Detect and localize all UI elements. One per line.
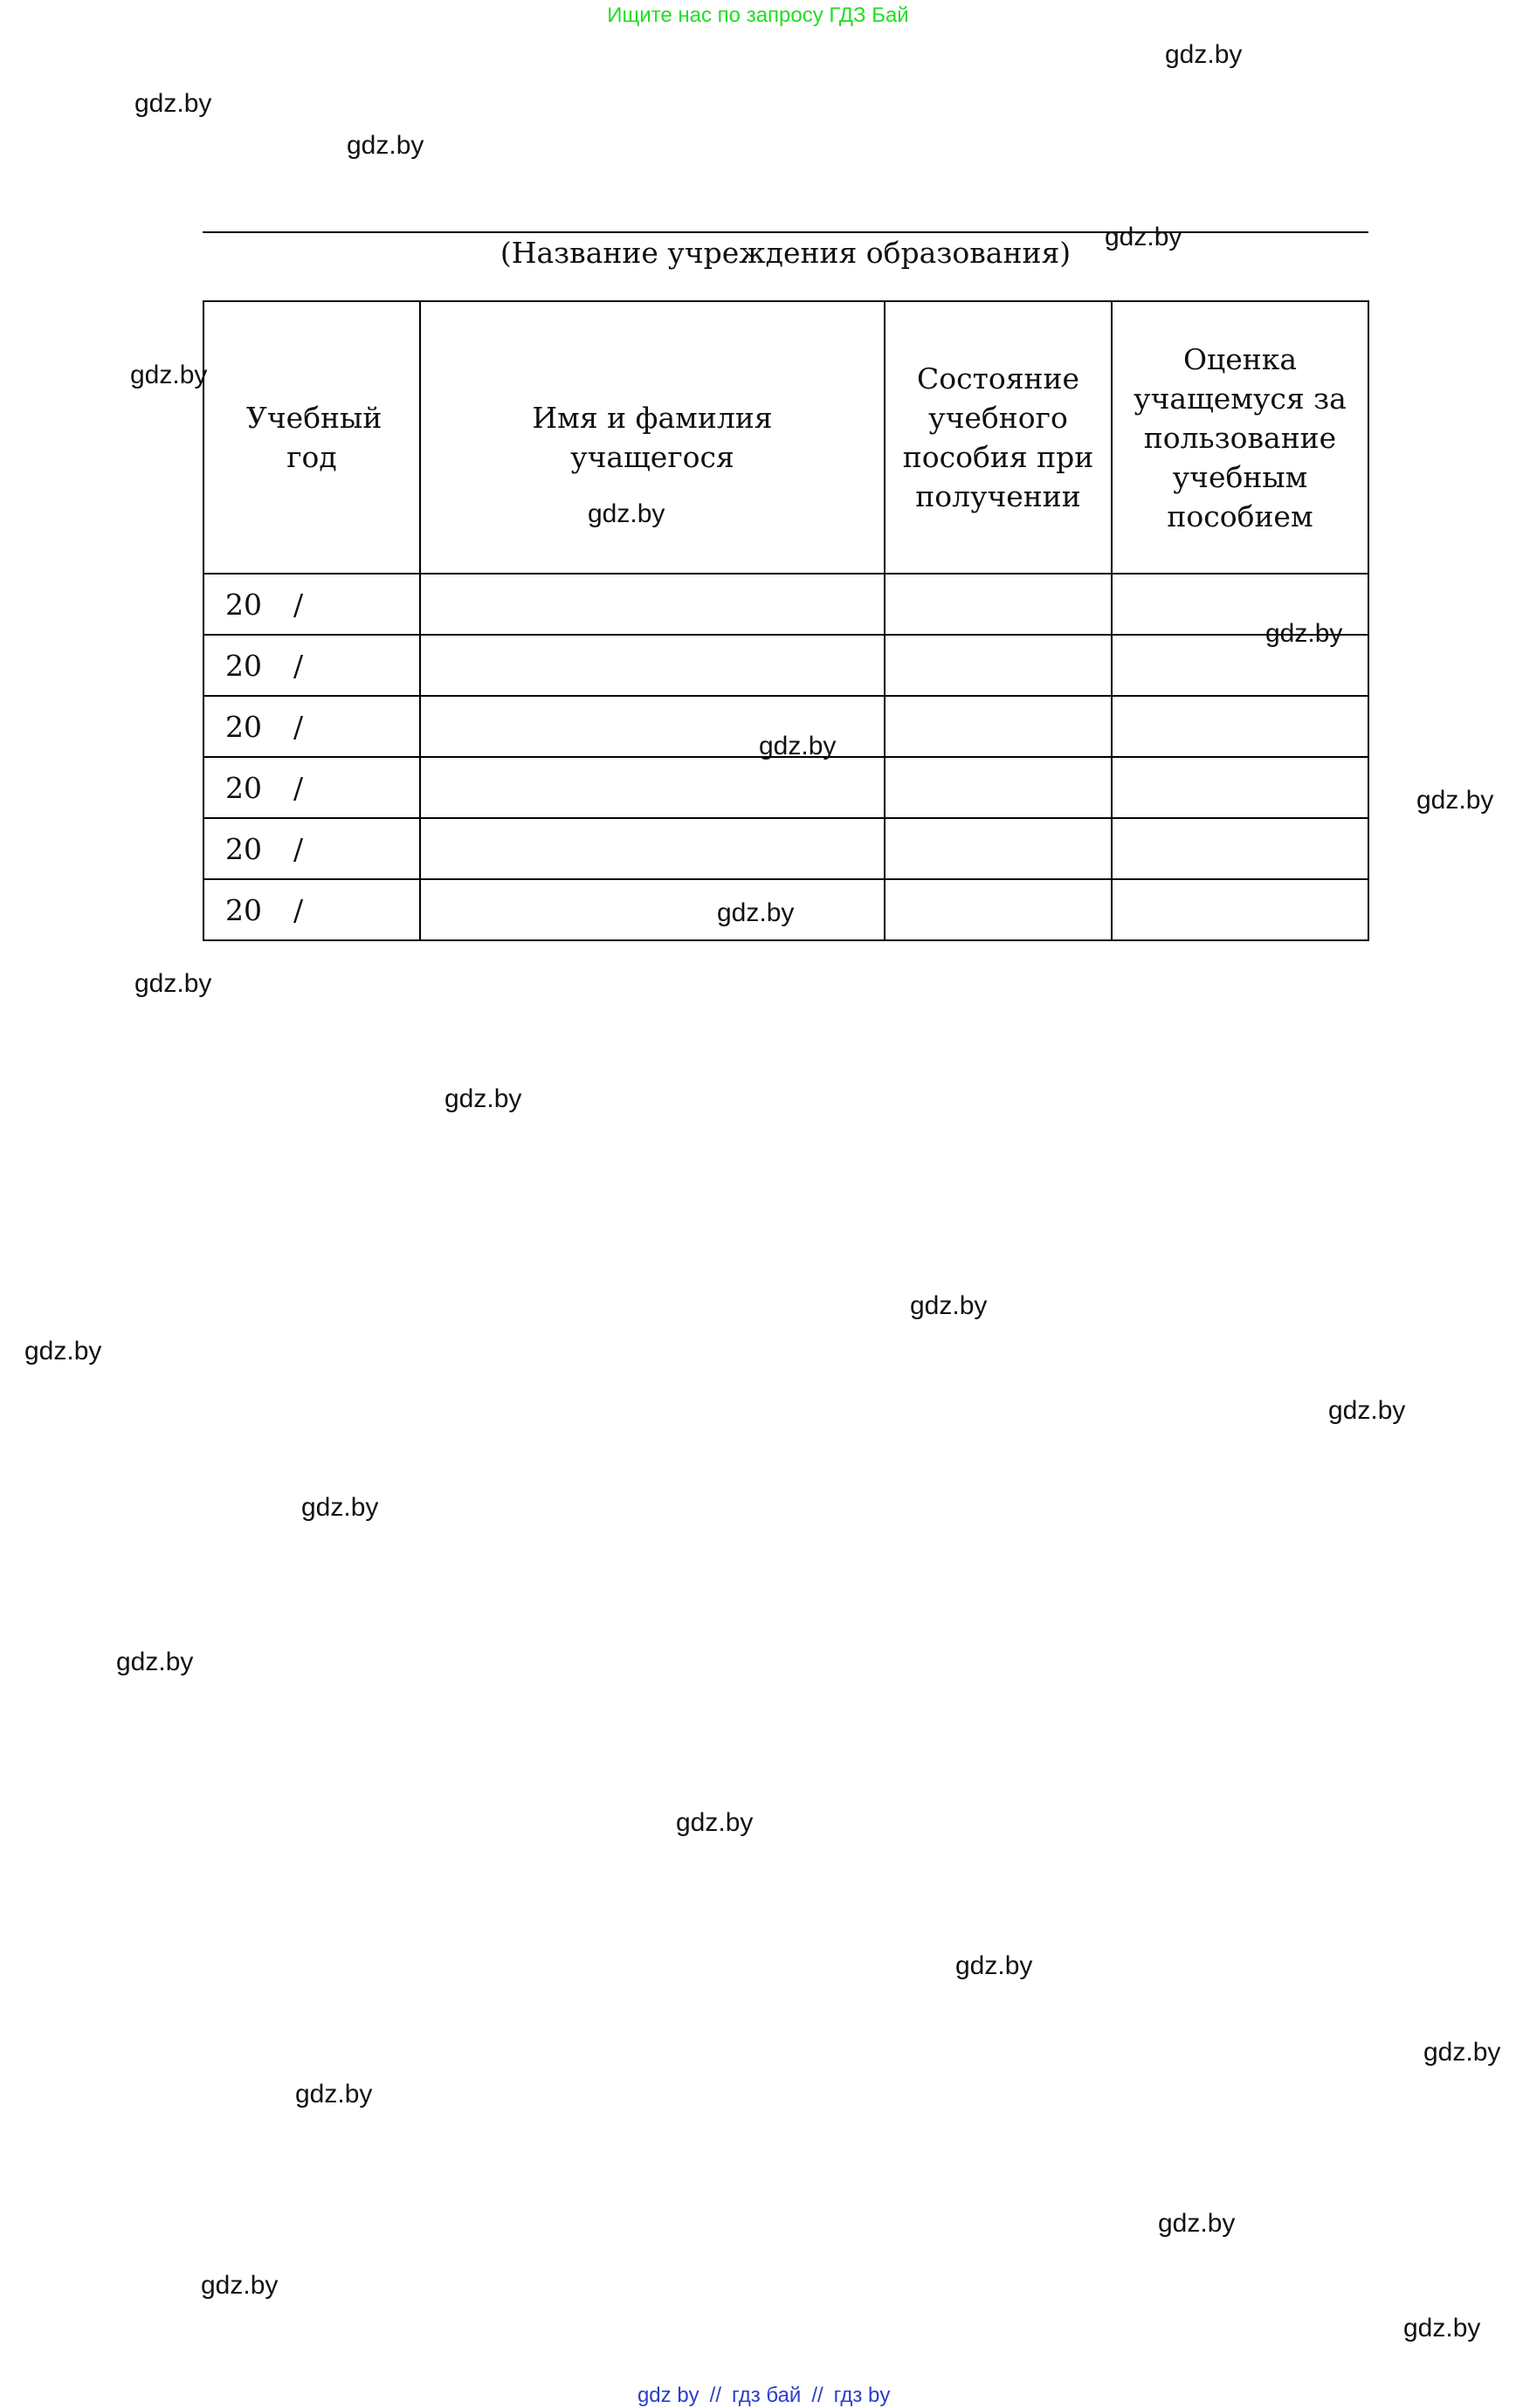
header-student-grade-text: Оценка учащемуся за пользование учебным пособием	[1134, 341, 1347, 533]
watermark-text: gdz.by	[955, 1951, 1033, 1980]
year-slash: /	[293, 709, 304, 744]
watermark-text: gdz.by	[116, 1648, 194, 1676]
header-school-year-text: Учебный год	[246, 401, 382, 474]
cell-book-condition[interactable]	[885, 757, 1112, 818]
cell-student-grade[interactable]	[1112, 696, 1368, 757]
table-row	[203, 818, 1368, 879]
watermark-text: gdz.by	[1165, 40, 1243, 69]
cell-book-condition[interactable]	[885, 574, 1112, 635]
textbook-usage-table	[203, 300, 1369, 941]
year-slash: /	[293, 587, 304, 622]
table-row	[203, 635, 1368, 696]
year-prefix: 20	[225, 770, 262, 805]
header-student-name	[420, 301, 885, 574]
cell-book-condition[interactable]	[885, 635, 1112, 696]
header-school-year	[203, 301, 420, 574]
watermark-text: gdz.by	[130, 361, 208, 389]
watermark-text: gdz.by	[347, 131, 424, 160]
cell-student-grade[interactable]	[1112, 879, 1368, 940]
year-slash: /	[293, 831, 304, 866]
watermark-text: gdz.by	[444, 1084, 522, 1113]
year-prefix: 20	[225, 709, 262, 744]
watermark-text: gdz.by	[1265, 619, 1343, 648]
watermark-text: gdz.by	[1328, 1396, 1406, 1425]
institution-name-line	[203, 231, 1368, 233]
cell-student-grade[interactable]	[1112, 818, 1368, 879]
bottom-links	[0, 2359, 1516, 2408]
watermark-text: gdz.by	[1105, 223, 1182, 251]
link-gdz-by-mixed[interactable]: гдз by	[833, 2384, 891, 2407]
watermark-text: gdz.by	[24, 1337, 102, 1366]
watermark-text: gdz.by	[201, 2271, 279, 2300]
watermark-text: gdz.by	[295, 2080, 373, 2109]
cell-school-year	[203, 879, 420, 940]
header-book-condition	[885, 301, 1112, 574]
cell-book-condition[interactable]	[885, 696, 1112, 757]
link-separator: //	[811, 2384, 823, 2407]
year-slash: /	[293, 648, 304, 683]
watermark-text: gdz.by	[134, 969, 212, 998]
watermark-text: gdz.by	[1423, 2038, 1501, 2067]
watermark-text: gdz.by	[1158, 2209, 1236, 2238]
year-prefix: 20	[225, 831, 262, 866]
top-banner: Ищите нас по запросу ГДЗ Бай	[607, 3, 909, 27]
cell-school-year	[203, 757, 420, 818]
watermark-text: gdz.by	[134, 89, 212, 118]
cell-student-name[interactable]	[420, 635, 885, 696]
table-row	[203, 757, 1368, 818]
link-separator: //	[709, 2384, 722, 2407]
watermark-text: gdz.by	[910, 1291, 988, 1320]
table-header-row	[203, 301, 1368, 574]
cell-book-condition[interactable]	[885, 879, 1112, 940]
cell-school-year	[203, 818, 420, 879]
header-student-grade	[1112, 301, 1368, 574]
cell-school-year	[203, 696, 420, 757]
watermark-text: gdz.by	[1416, 786, 1494, 815]
watermark-text: gdz.by	[588, 499, 665, 528]
year-prefix: 20	[225, 587, 262, 622]
cell-student-name[interactable]	[420, 757, 885, 818]
link-gdz-by[interactable]: gdz by	[637, 2384, 699, 2407]
institution-caption: (Название учреждения образования)	[500, 236, 1072, 270]
year-slash: /	[293, 892, 304, 927]
watermark-text: gdz.by	[759, 732, 837, 760]
cell-student-name[interactable]	[420, 879, 885, 940]
year-prefix: 20	[225, 648, 262, 683]
watermark-text: gdz.by	[676, 1808, 754, 1837]
cell-book-condition[interactable]	[885, 818, 1112, 879]
watermark-text: gdz.by	[301, 1493, 379, 1522]
year-slash: /	[293, 770, 304, 805]
cell-student-name[interactable]	[420, 818, 885, 879]
watermark-text: gdz.by	[1403, 2314, 1481, 2343]
cell-student-name[interactable]	[420, 574, 885, 635]
cell-student-grade[interactable]	[1112, 757, 1368, 818]
cell-school-year	[203, 635, 420, 696]
header-book-condition-text: Состояние учебного пособия при получении	[902, 361, 1094, 513]
header-student-name-text: Имя и фамилия учащегося	[532, 401, 773, 474]
link-gdz-bai[interactable]: гдз бай	[732, 2384, 802, 2407]
watermark-text: gdz.by	[717, 898, 795, 927]
table-row	[203, 574, 1368, 635]
cell-school-year	[203, 574, 420, 635]
year-prefix: 20	[225, 892, 262, 927]
